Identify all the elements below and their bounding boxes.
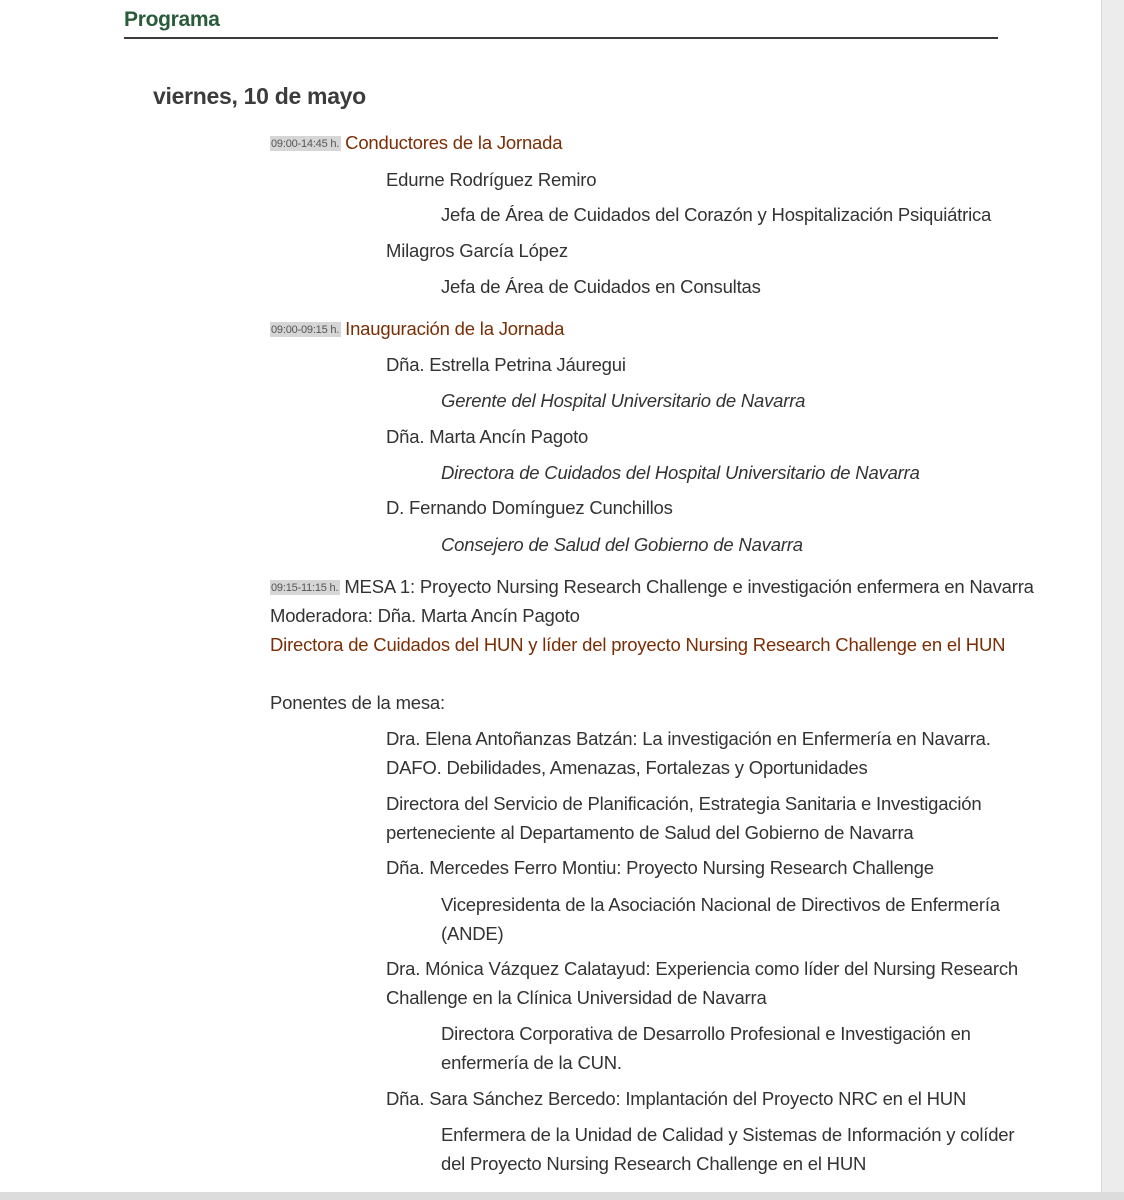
page-bottom-edge <box>0 1192 1124 1200</box>
session-heading <box>270 132 562 154</box>
speaker-role: del Proyecto Nursing Research Challenge en el HUN <box>441 1153 867 1174</box>
speaker-role: Enfermera de la Unidad de Calidad y Sistemas de Información y colíder <box>441 1124 1015 1145</box>
time-badge: 09:00-14:45 h. <box>271 138 340 150</box>
mesa-title: MESA 1: Proyecto Nursing Research Challenge e investigación enfermera en Navarra <box>344 576 1034 597</box>
person-role: Jefa de Área de Cuidados en Consultas <box>441 276 761 297</box>
session-title: Conductores de la Jornada <box>345 132 563 153</box>
person-name: D. Fernando Domínguez Cunchillos <box>386 497 673 518</box>
time-badge: 09:15-11:15 h. <box>271 582 339 594</box>
speaker-role: Directora Corporativa de Desarrollo Profesional e Investigación en <box>441 1023 971 1044</box>
time-badge: 09:00-09:15 h. <box>271 324 340 336</box>
speaker-talk: Dra. Mónica Vázquez Calatayud: Experiencia como líder del Nursing Research <box>386 958 1018 979</box>
speaker-talk: Dña. Sara Sánchez Bercedo: Implantación del Proyecto NRC en el HUN <box>386 1088 967 1109</box>
speaker-talk: Dra. Elena Antoñanzas Batzán: La investigación en Enfermería en Navarra. <box>386 728 991 749</box>
speaker-talk: Challenge en la Clínica Universidad de Navarra <box>386 987 767 1008</box>
person-role: Jefa de Área de Cuidados del Corazón y Hospitalización Psiquiátrica <box>441 204 992 225</box>
person-role: Gerente del Hospital Universitario de Navarra <box>441 390 806 411</box>
vertical-scrollbar[interactable] <box>1101 0 1124 1200</box>
speaker-role: (ANDE) <box>441 923 504 944</box>
person-name: Dña. Estrella Petrina Jáuregui <box>386 354 626 375</box>
speaker-role: Vicepresidenta de la Asociación Nacional de Directivos de Enfermería <box>441 894 1000 915</box>
speaker-role: enfermería de la CUN. <box>441 1052 622 1073</box>
speakers-heading: Ponentes de la mesa: <box>270 692 445 713</box>
person-role: Directora de Cuidados del Hospital Universitario de Navarra <box>441 462 920 483</box>
speaker-talk: Dña. Mercedes Ferro Montiu: Proyecto Nursing Research Challenge <box>386 857 934 878</box>
person-name: Edurne Rodríguez Remiro <box>386 169 597 190</box>
speaker-role: Directora del Servicio de Planificación, Estrategia Sanitaria e Investigación <box>386 793 982 814</box>
mesa-moderator: Moderadora: Dña. Marta Ancín Pagoto <box>270 605 580 626</box>
mesa-moderator-role: Directora de Cuidados del HUN y líder del proyecto Nursing Research Challenge en el HUN <box>270 634 1006 655</box>
session-title: Inauguración de la Jornada <box>345 318 565 339</box>
section-title: Programa <box>124 8 220 31</box>
person-name: Milagros García López <box>386 240 568 261</box>
speaker-role: perteneciente al Departamento de Salud del Gobierno de Navarra <box>386 822 914 843</box>
section-header <box>124 8 998 39</box>
day-heading: viernes, 10 de mayo <box>153 83 366 109</box>
person-role: Consejero de Salud del Gobierno de Navarra <box>441 534 803 555</box>
speaker-talk: DAFO. Debilidades, Amenazas, Fortalezas y Oportunidades <box>386 757 868 778</box>
mesa-heading <box>270 576 1034 598</box>
session-heading <box>270 318 564 340</box>
person-name: Dña. Marta Ancín Pagoto <box>386 426 589 447</box>
